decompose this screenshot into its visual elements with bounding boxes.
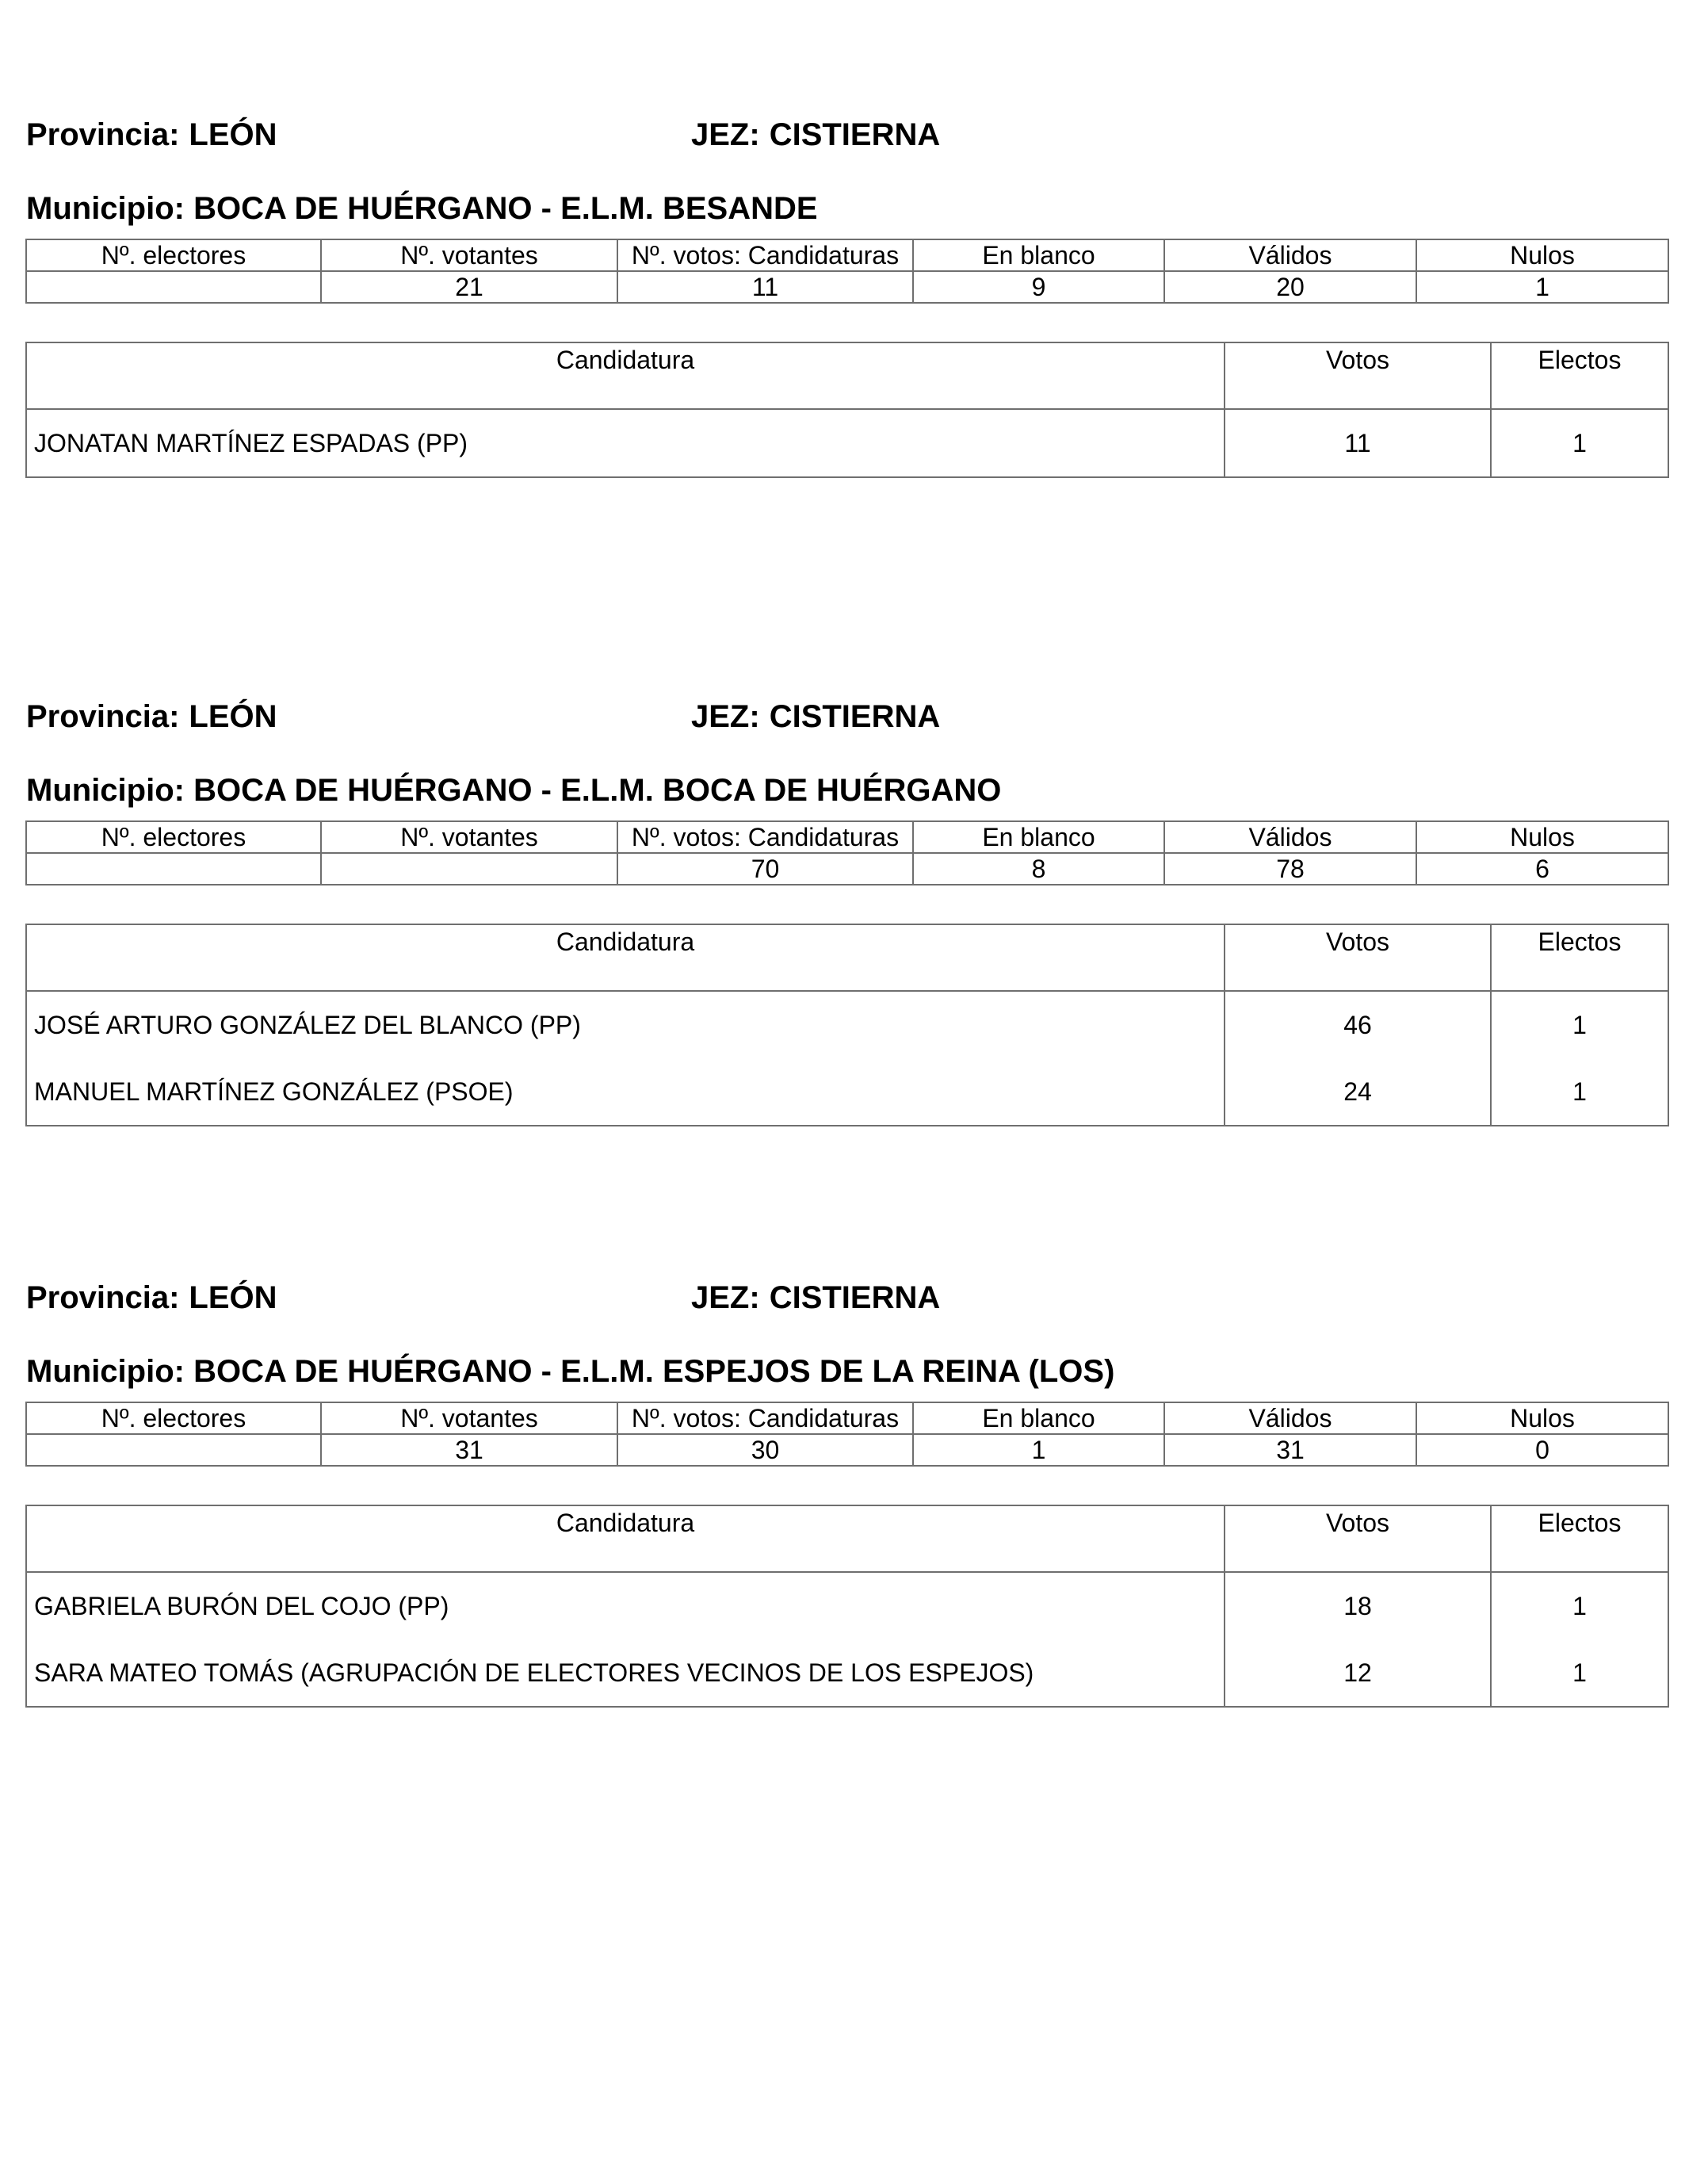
- jez-header: [691, 1279, 940, 1317]
- provincia-value: LEÓN: [189, 117, 277, 152]
- stats-table: [25, 1402, 1669, 1467]
- jez-value: CISTIERNA: [769, 117, 941, 152]
- provincia-header: [26, 698, 277, 736]
- stats-header-row: [26, 821, 1668, 853]
- stats-value-row: [26, 271, 1668, 303]
- en-blanco-value: 8: [913, 853, 1164, 885]
- municipio-header: [26, 771, 1001, 809]
- jez-label: JEZ:: [691, 699, 760, 734]
- stats-header-cell: En blanco: [913, 821, 1164, 853]
- provincia-value: LEÓN: [189, 699, 277, 734]
- electos-header: Electos: [1491, 342, 1668, 409]
- municipio-value: BOCA DE HUÉRGANO - E.L.M. BOCA DE HUÉRGANO: [193, 773, 1002, 808]
- stats-header-cell: En blanco: [913, 1402, 1164, 1434]
- candidatura-header: Candidatura: [26, 342, 1225, 409]
- candidate-row: [26, 409, 1668, 477]
- votantes-value: [321, 853, 617, 885]
- stats-header-cell: Nº. votantes: [321, 1402, 617, 1434]
- candidate-name: JONATAN MARTÍNEZ ESPADAS (PP): [26, 409, 1225, 477]
- municipio-header: [26, 189, 818, 228]
- candidatura-header: Candidatura: [26, 1505, 1225, 1572]
- stats-header-cell: Nº. votantes: [321, 239, 617, 271]
- stats-header-cell: Nº. electores: [26, 239, 321, 271]
- provincia-header: [26, 1279, 277, 1317]
- municipio-label: Municipio:: [26, 773, 185, 808]
- provincia-label: Provincia:: [26, 117, 180, 152]
- municipio-label: Municipio:: [26, 1354, 185, 1389]
- municipio-header: [26, 1352, 1114, 1390]
- candidate-name: JOSÉ ARTURO GONZÁLEZ DEL BLANCO (PP): [26, 991, 1225, 1058]
- candidates-table: [25, 1505, 1669, 1708]
- stats-header-cell: Nº. votantes: [321, 821, 617, 853]
- en-blanco-value: 1: [913, 1434, 1164, 1466]
- candidate-electos: 1: [1491, 991, 1668, 1058]
- validos-value: 20: [1164, 271, 1416, 303]
- candidate-electos: 1: [1491, 1639, 1668, 1707]
- stats-value-row: [26, 853, 1668, 885]
- jez-value: CISTIERNA: [769, 1280, 941, 1315]
- votos-candidaturas-value: 11: [617, 271, 913, 303]
- jez-label: JEZ:: [691, 117, 760, 152]
- stats-header-cell: Válidos: [1164, 1402, 1416, 1434]
- candidate-name: SARA MATEO TOMÁS (AGRUPACIÓN DE ELECTORES VECINOS DE LOS ESPEJOS): [26, 1639, 1225, 1707]
- votos-candidaturas-value: 70: [617, 853, 913, 885]
- stats-header-cell: Nº. votos: Candidaturas: [617, 821, 913, 853]
- municipio-value: BOCA DE HUÉRGANO - E.L.M. ESPEJOS DE LA REINA (LOS): [193, 1354, 1115, 1389]
- candidates-table: [25, 924, 1669, 1126]
- candidatura-header: Candidatura: [26, 924, 1225, 991]
- electores-value: [26, 1434, 321, 1466]
- candidate-votos: 11: [1225, 409, 1491, 477]
- candidate-electos: 1: [1491, 409, 1668, 477]
- votantes-value: 31: [321, 1434, 617, 1466]
- candidate-row: [26, 1639, 1668, 1707]
- candidates-table: [25, 342, 1669, 478]
- stats-header-cell: Nº. electores: [26, 1402, 321, 1434]
- candidate-votos: 18: [1225, 1572, 1491, 1639]
- nulos-value: 1: [1416, 271, 1668, 303]
- candidate-row: [26, 1572, 1668, 1639]
- candidates-header-row: [26, 342, 1668, 409]
- stats-header-cell: En blanco: [913, 239, 1164, 271]
- jez-label: JEZ:: [691, 1280, 760, 1315]
- votos-header: Votos: [1225, 1505, 1491, 1572]
- nulos-value: 6: [1416, 853, 1668, 885]
- electos-header: Electos: [1491, 1505, 1668, 1572]
- votos-candidaturas-value: 30: [617, 1434, 913, 1466]
- stats-header-row: [26, 1402, 1668, 1434]
- nulos-value: 0: [1416, 1434, 1668, 1466]
- provincia-header: [26, 116, 277, 154]
- stats-header-cell: Nulos: [1416, 821, 1668, 853]
- stats-table: [25, 239, 1669, 304]
- stats-header-cell: Válidos: [1164, 239, 1416, 271]
- electos-header: Electos: [1491, 924, 1668, 991]
- candidate-name: GABRIELA BURÓN DEL COJO (PP): [26, 1572, 1225, 1639]
- stats-header-cell: Nulos: [1416, 1402, 1668, 1434]
- electores-value: [26, 271, 321, 303]
- stats-header-cell: Nº. votos: Candidaturas: [617, 1402, 913, 1434]
- electores-value: [26, 853, 321, 885]
- municipio-value: BOCA DE HUÉRGANO - E.L.M. BESANDE: [193, 191, 818, 226]
- candidates-header-row: [26, 924, 1668, 991]
- stats-value-row: [26, 1434, 1668, 1466]
- provincia-label: Provincia:: [26, 1280, 180, 1315]
- candidates-header-row: [26, 1505, 1668, 1572]
- candidate-electos: 1: [1491, 1572, 1668, 1639]
- candidate-votos: 46: [1225, 991, 1491, 1058]
- stats-header-cell: Nulos: [1416, 239, 1668, 271]
- stats-header-cell: Nº. votos: Candidaturas: [617, 239, 913, 271]
- municipio-label: Municipio:: [26, 191, 185, 226]
- validos-value: 78: [1164, 853, 1416, 885]
- provincia-value: LEÓN: [189, 1280, 277, 1315]
- jez-value: CISTIERNA: [769, 699, 941, 734]
- provincia-label: Provincia:: [26, 699, 180, 734]
- stats-header-cell: Nº. electores: [26, 821, 321, 853]
- votos-header: Votos: [1225, 342, 1491, 409]
- stats-header-row: [26, 239, 1668, 271]
- jez-header: [691, 698, 940, 736]
- stats-header-cell: Válidos: [1164, 821, 1416, 853]
- candidate-row: [26, 1058, 1668, 1126]
- votantes-value: 21: [321, 271, 617, 303]
- validos-value: 31: [1164, 1434, 1416, 1466]
- stats-table: [25, 820, 1669, 885]
- votos-header: Votos: [1225, 924, 1491, 991]
- jez-header: [691, 116, 940, 154]
- candidate-votos: 24: [1225, 1058, 1491, 1126]
- en-blanco-value: 9: [913, 271, 1164, 303]
- candidate-name: MANUEL MARTÍNEZ GONZÁLEZ (PSOE): [26, 1058, 1225, 1126]
- candidate-row: [26, 991, 1668, 1058]
- candidate-votos: 12: [1225, 1639, 1491, 1707]
- candidate-electos: 1: [1491, 1058, 1668, 1126]
